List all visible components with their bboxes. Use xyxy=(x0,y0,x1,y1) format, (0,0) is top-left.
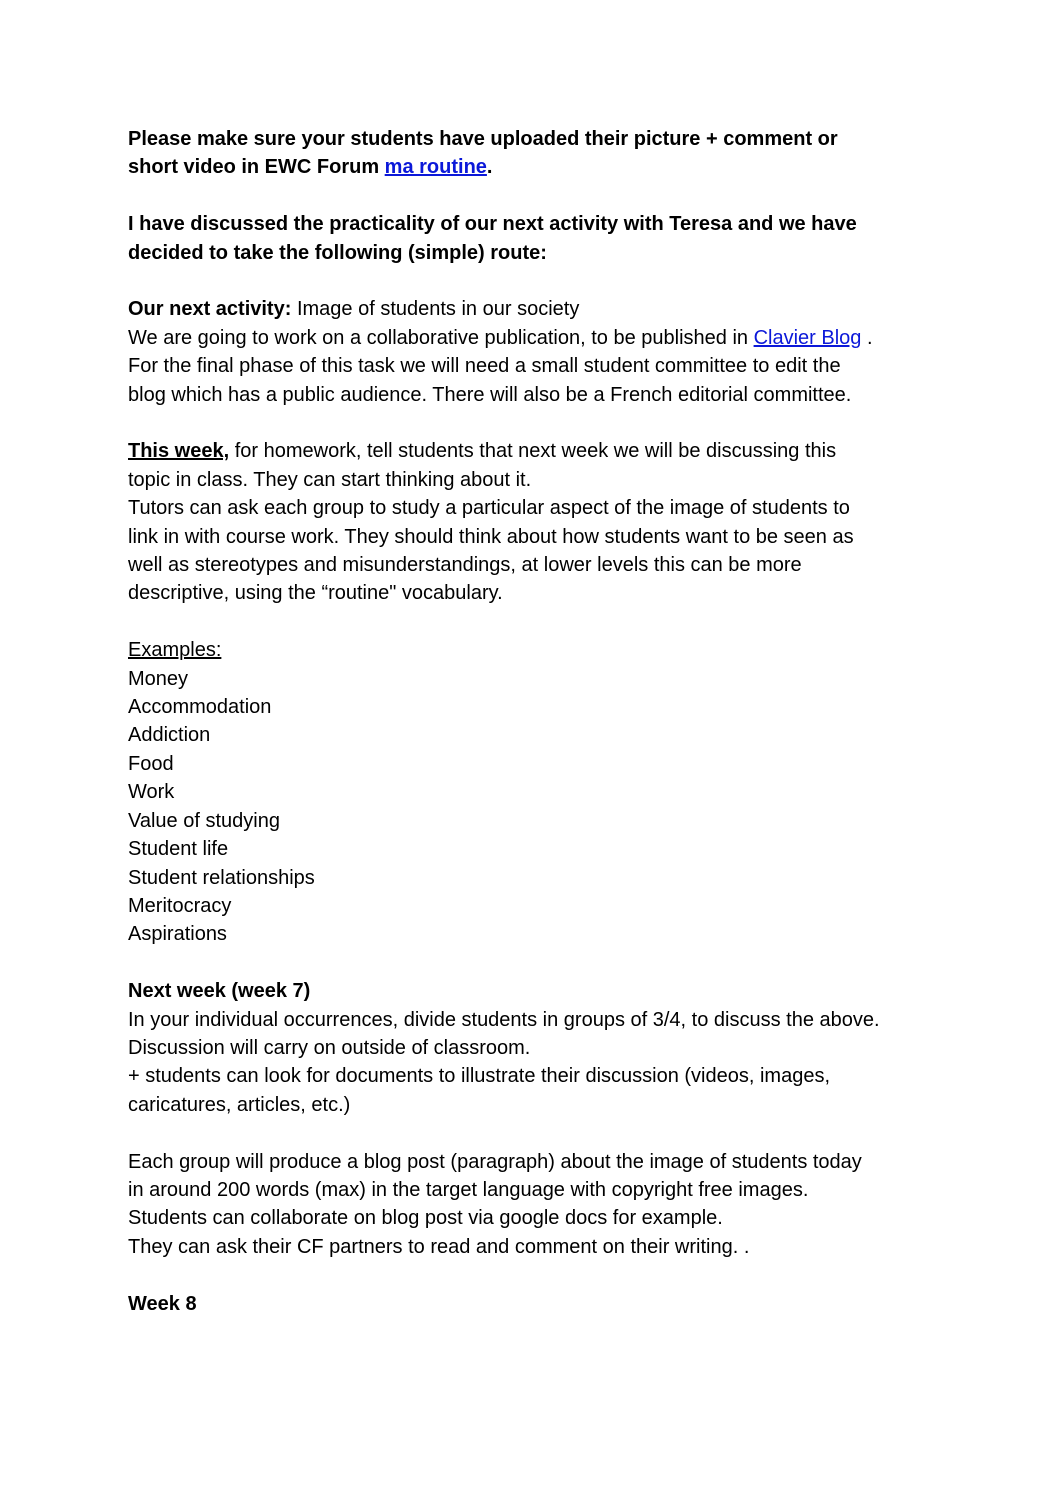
spacer xyxy=(128,1261,988,1289)
next-activity-topic: Image of students in our society xyxy=(291,298,580,321)
list-item: Value of studying xyxy=(128,809,280,832)
discussed-paragraph xyxy=(128,210,988,267)
this-week-line-2: topic in class. They can start thinking about it. xyxy=(128,468,532,491)
list-item: Work xyxy=(128,781,175,804)
list-item: Addiction xyxy=(128,724,211,747)
blog-post-paragraph xyxy=(128,1148,988,1262)
intro-paragraph xyxy=(128,125,988,182)
spacer xyxy=(128,267,988,295)
next-week-paragraph xyxy=(128,977,988,1119)
ma-routine-link[interactable]: ma routine xyxy=(384,156,487,179)
blog-post-line-3: Students can collaborate on blog post via google docs for example. xyxy=(128,1207,723,1230)
next-week-line-2: Discussion will carry on outside of classroom. xyxy=(128,1036,531,1059)
blog-post-line-4: They can ask their CF partners to read and comment on their writing. . xyxy=(128,1235,750,1258)
document-page xyxy=(128,125,988,1318)
blog-post-line-2: in around 200 words (max) in the target language with copyright free images. xyxy=(128,1178,809,1201)
this-week-line-5: well as stereotypes and misunderstandings, at lower levels this can be more xyxy=(128,554,802,577)
week-8-heading: Week 8 xyxy=(128,1292,197,1315)
this-week-label: This week, xyxy=(128,440,230,463)
next-activity-line-3: For the final phase of this task we will need a small student committee to edit the xyxy=(128,355,841,378)
examples-section xyxy=(128,636,988,948)
spacer xyxy=(128,182,988,210)
list-item: Student relationships xyxy=(128,866,315,889)
spacer xyxy=(128,949,988,977)
list-item: Student life xyxy=(128,838,229,861)
list-item: Money xyxy=(128,667,189,690)
list-item: Aspirations xyxy=(128,923,227,946)
this-week-paragraph xyxy=(128,437,988,607)
examples-heading: Examples: xyxy=(128,639,222,662)
intro-line-2-suffix: . xyxy=(486,156,493,179)
next-week-line-1: In your individual occurrences, divide students in groups of 3/4, to discuss the above. xyxy=(128,1008,880,1031)
next-week-heading: Next week (week 7) xyxy=(128,980,311,1003)
this-week-line-4: link in with course work. They should think about how students want to be seen as xyxy=(128,525,854,548)
next-activity-line-4: blog which has a public audience. There will also be a French editorial committee. xyxy=(128,383,852,406)
next-activity-line-2-prefix: We are going to work on a collaborative publication, to be published in xyxy=(128,326,754,349)
spacer xyxy=(128,1119,988,1147)
list-item: Accommodation xyxy=(128,696,272,719)
clavier-blog-link[interactable]: Clavier Blog xyxy=(753,326,862,349)
this-week-line-6: descriptive, using the “routine" vocabulary. xyxy=(128,582,503,605)
next-activity-label: Our next activity: xyxy=(128,298,292,321)
intro-line-1: Please make sure your students have uploaded their picture + comment or xyxy=(128,128,838,150)
next-activity-line-2-suffix: . xyxy=(861,326,873,349)
next-week-line-4: caricatures, articles, etc.) xyxy=(128,1093,351,1116)
list-item: Meritocracy xyxy=(128,894,232,917)
intro-line-2-prefix: short video in EWC Forum xyxy=(128,156,385,179)
blog-post-line-1: Each group will produce a blog post (paragraph) about the image of students today xyxy=(128,1150,862,1173)
this-week-line-3: Tutors can ask each group to study a particular aspect of the image of students to xyxy=(128,497,850,520)
spacer xyxy=(128,409,988,437)
discussed-line-2: decided to take the following (simple) route: xyxy=(128,241,547,264)
next-activity-paragraph xyxy=(128,295,988,409)
next-week-line-3: + students can look for documents to illustrate their discussion (videos, images, xyxy=(128,1065,831,1088)
spacer xyxy=(128,608,988,636)
discussed-line-1: I have discussed the practicality of our next activity with Teresa and we have xyxy=(128,213,857,236)
this-week-line-1: for homework, tell students that next week we will be discussing this xyxy=(229,440,837,463)
list-item: Food xyxy=(128,752,174,775)
